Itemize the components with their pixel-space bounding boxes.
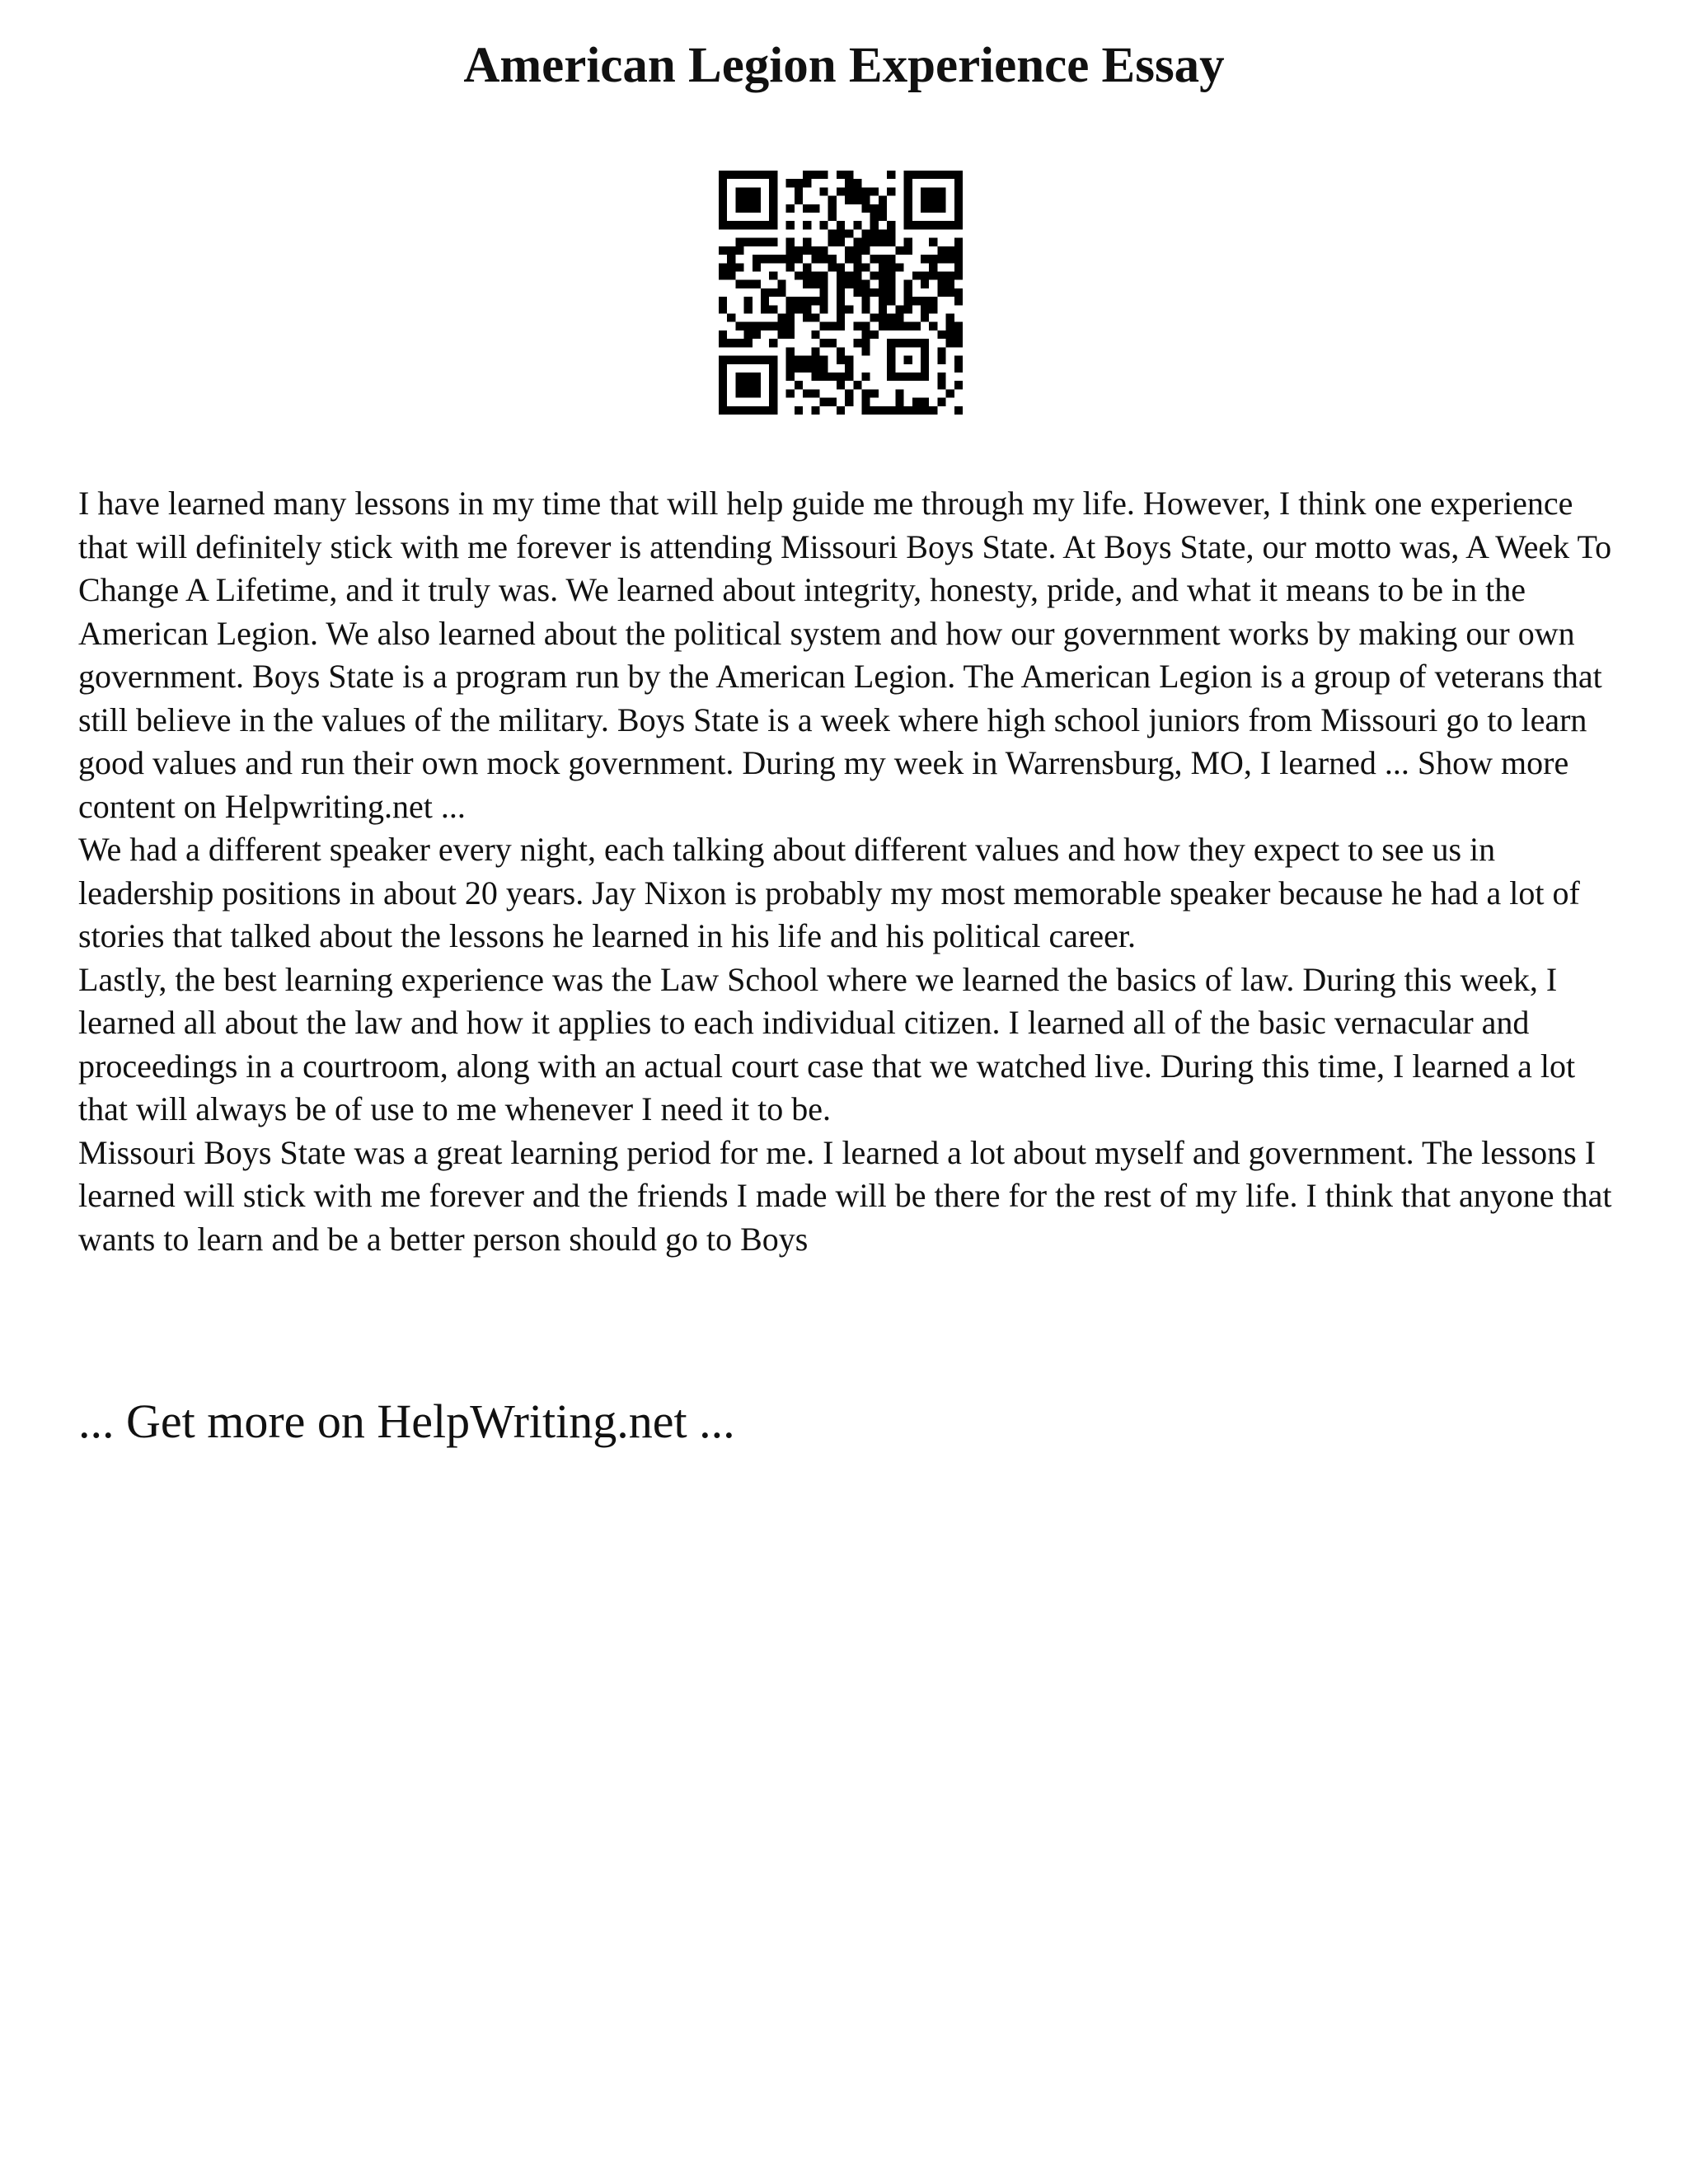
- essay-paragraph-3: Lastly, the best learning experience was the Law School where we learned the basics of law. During this week, I learned all about the law and how it applies to each individual citizen. I learned all of the basic vernacular and proceedings in a courtroom, along with an actual court case that we watched live. During this time, I learned a lot that will always be of use to me whenever I need it to be.: [78, 960, 1576, 1127]
- essay-paragraph-1: I have learned many lessons in my time that will help guide me through my life. However, I think one experience that will definitely stick with me forever is attending Missouri Boys State. At Boys State, our motto was, A Week To Change A Lifetime, and it truly was. We learned about integrity, honesty, pride, and what it means to be in the American Legion. We also learned about the political system and how our government works by making our own government. Boys State is a program run by the American Legion. The American Legion is a group of veterans that still believe in the values of the military. Boys State is a week where high school juniors from Missouri go to learn good values and run their own mock government. During my week in Warrensburg, MO, I learned ... Show more content on Helpwriting.net ...: [78, 485, 1612, 825]
- essay-paragraph-4: Missouri Boys State was a great learning period for me. I learned a lot about myself and government. The lessons I learned will stick with me forever and the friends I made will be there for the rest of my life. I think that anyone that wants to learn and be a better person should go to Boys: [78, 1133, 1612, 1258]
- get-more-link[interactable]: ... Get more on HelpWriting.net ...: [78, 1394, 735, 1448]
- document-title: American Legion Experience Essay: [463, 38, 1225, 93]
- qr-code-graphic: [719, 171, 963, 415]
- essay-body: [78, 482, 1628, 1261]
- essay-paragraph-2: We had a different speaker every night, each talking about different values and how they expect to see us in leadership positions in about 20 years. Jay Nixon is probably my most memorable speaker because he had a lot of stories that talked about the lessons he learned in his life and his political career.: [78, 831, 1580, 954]
- qr-code-icon: [719, 171, 963, 415]
